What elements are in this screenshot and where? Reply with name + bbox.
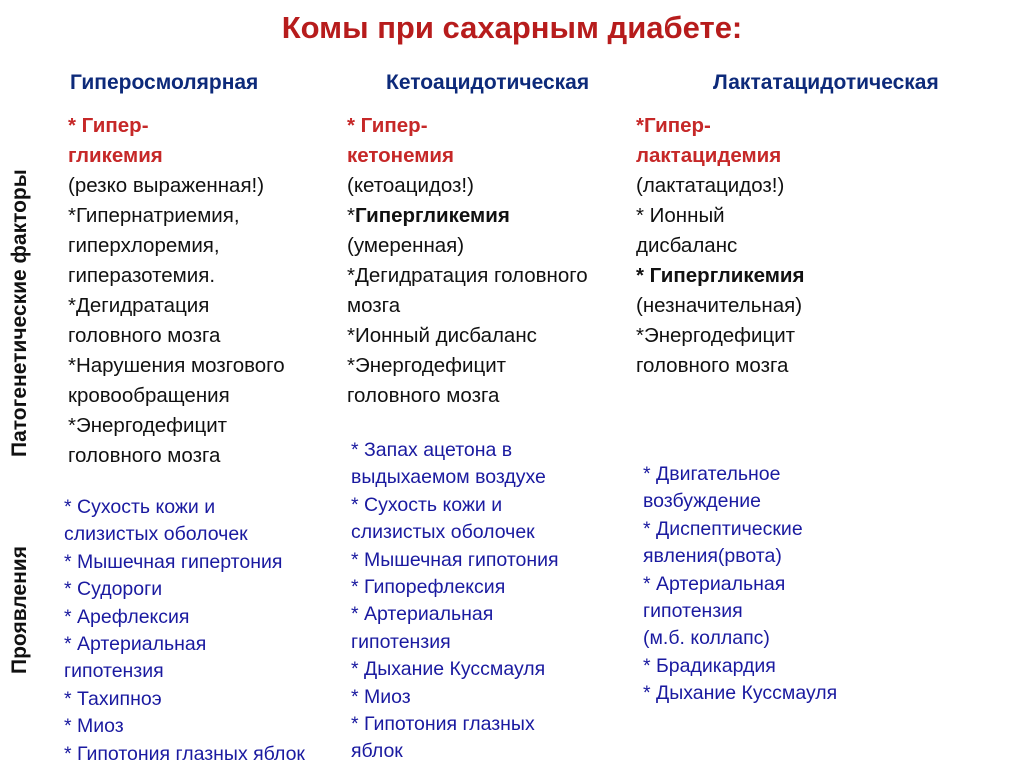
manifestation-line: * Артериальная <box>351 603 494 626</box>
manifestation-line: * Сухость кожи и <box>64 496 216 518</box>
factor-line <box>68 351 285 381</box>
manifestation-line: * Миоз <box>351 685 411 708</box>
manifestation-line: * Дыхание Куссмауля <box>351 658 546 681</box>
manifestation-line: * Гипотония глазных <box>351 713 535 736</box>
factor-text: * <box>347 204 355 227</box>
column-header-hyperosmolar: Гиперосмолярная <box>70 71 259 94</box>
manifestation-line: гипотензия <box>643 600 743 623</box>
factor-text: головного мозга <box>636 354 789 377</box>
factor-line <box>68 381 285 411</box>
factor-line <box>68 111 285 141</box>
factor-line <box>347 321 588 351</box>
factor-line <box>68 231 285 261</box>
manifestation-line: * Двигательное <box>643 463 781 485</box>
manifestation-line: * Артериальная <box>643 572 786 595</box>
factor-line <box>347 231 588 261</box>
manifestation-line: * Тахипноэ <box>64 687 162 710</box>
factor-line <box>347 171 588 201</box>
factor-text: * Гипер- <box>68 114 149 137</box>
factors-hyperosmolar <box>68 111 285 471</box>
factors-ketoacidotic <box>347 111 588 411</box>
factor-text: дисбаланс <box>636 234 738 257</box>
manifestation-line: * Брадикардия <box>643 654 776 677</box>
factor-text: *Дегидратация головного <box>347 264 588 287</box>
slide-title: Комы при сахарным диабете: <box>281 10 743 45</box>
factor-text: *Гипер- <box>636 114 711 137</box>
factor-line <box>347 291 588 321</box>
factors-lactic-acidotic <box>636 111 804 381</box>
manifestation-line: * Арефлексия <box>64 605 190 628</box>
factor-text: *Нарушения мозгового <box>68 354 285 377</box>
manifestation-line: * Запах ацетона в <box>351 439 513 461</box>
factor-line <box>347 111 588 141</box>
factor-line <box>636 171 804 201</box>
manifestation-line: * Миоз <box>64 715 124 738</box>
manifestation-line: гипотензия <box>351 630 451 653</box>
factor-line <box>636 321 804 351</box>
manifestations-lactic-acidotic <box>643 461 837 708</box>
factor-text: кровообращения <box>68 384 230 407</box>
factor-line <box>636 351 804 381</box>
factor-text: *Энергодефицит <box>68 414 228 437</box>
manifestation-line: явления(рвота) <box>643 545 782 568</box>
factor-text: Гипергликемия <box>354 204 510 227</box>
factor-text: (незначительная) <box>636 294 803 317</box>
manifestation-line: яблок <box>351 740 403 763</box>
manifestation-line: слизистых оболочек <box>64 523 248 546</box>
factor-text: *Энергодефицит <box>636 324 796 347</box>
manifestation-line: выдыхаемом воздухе <box>351 466 546 489</box>
factor-line <box>347 261 588 291</box>
factor-text: кетонемия <box>347 144 454 167</box>
factor-line <box>68 261 285 291</box>
factor-line <box>636 111 804 141</box>
factor-text: (умеренная) <box>347 234 465 257</box>
factor-line <box>68 441 285 471</box>
manifestation-line: возбуждение <box>643 490 761 513</box>
factor-text: * Гипергликемия <box>636 264 805 287</box>
manifestation-line: * Судороги <box>64 578 163 601</box>
factor-text: (кетоацидоз!) <box>347 174 474 197</box>
factor-line <box>68 291 285 321</box>
factor-line <box>636 201 804 231</box>
manifestation-line: * Сухость кожи и <box>351 493 503 516</box>
factor-text: гликемия <box>68 144 163 167</box>
factor-text: головного мозга <box>68 444 221 467</box>
factor-text: * Гипер- <box>347 114 428 137</box>
manifestations-hyperosmolar <box>64 494 305 768</box>
manifestations-ketoacidotic <box>351 437 559 766</box>
manifestation-line: слизистых оболочек <box>351 521 535 544</box>
factor-line <box>347 141 588 171</box>
column-header-lactic-acidotic: Лактатацидотическая <box>713 71 939 94</box>
factor-text: (резко выраженная!) <box>68 174 265 197</box>
factor-line <box>68 201 285 231</box>
manifestation-line: (м.б. коллапс) <box>643 627 770 650</box>
factor-line <box>68 141 285 171</box>
manifestation-line: * Гипорефлексия <box>351 576 506 599</box>
factor-text: гиперазотемия. <box>68 264 216 287</box>
factor-line <box>68 411 285 441</box>
factor-text: гиперхлоремия, <box>68 234 220 257</box>
factor-line <box>347 201 588 231</box>
factor-text: головного мозга <box>347 384 500 407</box>
factor-text: *Гипернатриемия, <box>68 204 240 227</box>
manifestation-line: * Артериальная <box>64 633 207 656</box>
factor-text: мозга <box>347 294 401 317</box>
manifestation-line: * Дыхание Куссмауля <box>643 682 838 705</box>
factor-text: * Ионный <box>636 204 725 227</box>
row-label-factors: Патогенетические факторы <box>8 169 31 457</box>
manifestation-line: * Гипотония глазных яблок <box>64 742 305 765</box>
manifestation-line: * Мышечная гипотония <box>351 548 559 571</box>
column-header-ketoacidotic: Кетоацидотическая <box>386 71 590 94</box>
factor-line <box>68 171 285 201</box>
factor-text: головного мозга <box>68 324 221 347</box>
manifestation-line: * Диспептические <box>643 517 803 540</box>
factor-text: (лактатацидоз!) <box>636 174 785 197</box>
factor-line <box>636 231 804 261</box>
factor-line <box>68 321 285 351</box>
row-label-manifestations: Проявления <box>8 546 31 674</box>
manifestation-line: гипотензия <box>64 660 164 683</box>
factor-line <box>636 291 804 321</box>
factor-line <box>636 141 804 171</box>
manifestation-line: * Мышечная гипертония <box>64 550 283 573</box>
factor-text: *Ионный дисбаланс <box>347 324 537 347</box>
factor-text: *Дегидратация <box>68 294 210 317</box>
factor-text: *Энергодефицит <box>347 354 507 377</box>
factor-line <box>636 261 804 291</box>
factor-line <box>347 381 588 411</box>
factor-text: лактацидемия <box>636 144 782 167</box>
factor-line <box>347 351 588 381</box>
